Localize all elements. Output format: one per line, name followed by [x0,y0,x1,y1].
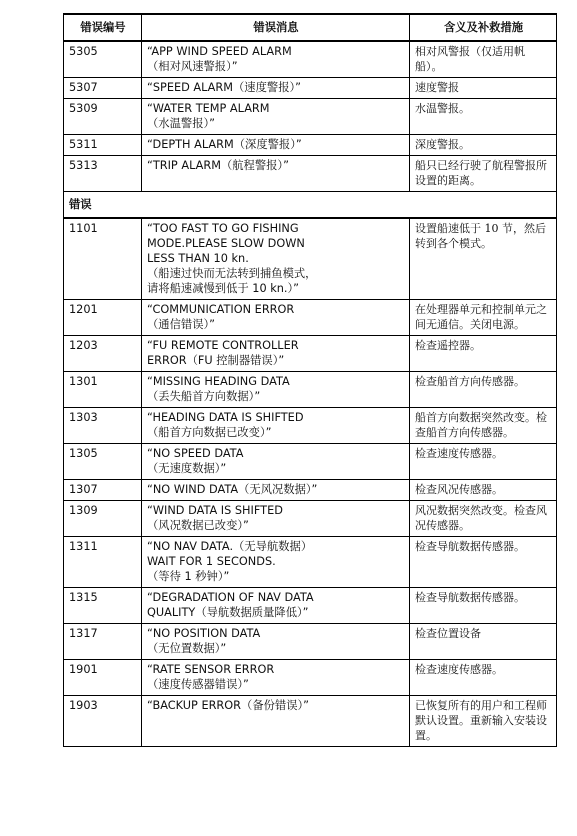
code-cell: 1311 [64,537,142,588]
header-meaning: 含义及补救措施 [410,14,557,41]
code-cell: 1307 [64,480,142,501]
table-row [64,41,557,78]
message-cell: “TOO FAST TO GO FISHING MODE.PLEASE SLOW DOWN LESS THAN 10 kn. （船速过快而无法转到捕鱼模式， 请将船速减慢到低于 10 kn.）” [142,218,410,300]
message-cell: “NO NAV DATA.（无导航数据） WAIT FOR 1 SECONDS. （等待 1 秒钟）” [142,537,410,588]
message-cell: “MISSING HEADING DATA （丢失船首方向数据）” [142,372,410,408]
message-cell: “DEGRADATION OF NAV DATA QUALITY（导航数据质量降低）” [142,588,410,624]
header-message: 错误消息 [142,14,410,41]
message-cell: “WATER TEMP ALARM （水温警报）” [142,99,410,135]
table-row [64,408,557,444]
meaning-cell: 船只已经行驶了航程警报所设置的距离。 [410,156,557,192]
code-cell: 1303 [64,408,142,444]
code-cell: 5307 [64,78,142,99]
meaning-cell: 检查导航数据传感器。 [410,588,557,624]
message-cell: “SPEED ALARM（速度警报）” [142,78,410,99]
message-cell: “APP WIND SPEED ALARM （相对风速警报）” [142,41,410,78]
meaning-cell: 检查速度传感器。 [410,660,557,696]
table-row [64,156,557,192]
table-row [64,480,557,501]
code-cell: 1315 [64,588,142,624]
code-cell: 1317 [64,624,142,660]
meaning-cell: 检查遥控器。 [410,336,557,372]
meaning-cell: 风况数据突然改变。检查风况传感器。 [410,501,557,537]
meaning-cell: 已恢复所有的用户和工程师默认设置。重新输入安装设置。 [410,696,557,747]
meaning-cell: 检查速度传感器。 [410,444,557,480]
code-cell: 5305 [64,41,142,78]
code-cell: 1903 [64,696,142,747]
message-cell: “FU REMOTE CONTROLLER ERROR（FU 控制器错误）” [142,336,410,372]
message-cell: “COMMUNICATION ERROR （通信错误）” [142,300,410,336]
header-code: 错误编号 [64,14,142,41]
message-cell: “DEPTH ALARM（深度警报）” [142,135,410,156]
meaning-cell: 设置船速低于 10 节，然后转到各个模式。 [410,218,557,300]
meaning-cell: 检查船首方向传感器。 [410,372,557,408]
meaning-cell: 相对风警报（仅适用帆船）。 [410,41,557,78]
code-cell: 1203 [64,336,142,372]
message-cell: “RATE SENSOR ERROR （速度传感器错误）” [142,660,410,696]
code-cell: 1101 [64,218,142,300]
meaning-cell: 检查风况传感器。 [410,480,557,501]
message-cell: “NO WIND DATA（无风况数据）” [142,480,410,501]
table-row [64,660,557,696]
meaning-cell: 检查导航数据传感器。 [410,537,557,588]
meaning-cell: 速度警报 [410,78,557,99]
table-row [64,696,557,747]
table-row [64,624,557,660]
code-cell: 5309 [64,99,142,135]
code-cell: 5313 [64,156,142,192]
table-row [64,537,557,588]
message-cell: “NO SPEED DATA （无速度数据）” [142,444,410,480]
table-row [64,300,557,336]
table-row [64,372,557,408]
table-header-row [64,14,557,41]
error-table [63,13,557,747]
table-row [64,444,557,480]
code-cell: 1201 [64,300,142,336]
message-cell: “NO POSITION DATA （无位置数据）” [142,624,410,660]
code-cell: 5311 [64,135,142,156]
code-cell: 1309 [64,501,142,537]
meaning-cell: 深度警报。 [410,135,557,156]
table-row [64,588,557,624]
table-row [64,501,557,537]
meaning-cell: 水温警报。 [410,99,557,135]
message-cell: “HEADING DATA IS SHIFTED （船首方向数据已改变）” [142,408,410,444]
message-cell: “TRIP ALARM（航程警报）” [142,156,410,192]
table-row [64,218,557,300]
section-header-row [64,192,557,219]
code-cell: 1901 [64,660,142,696]
table-row [64,135,557,156]
table-row [64,78,557,99]
message-cell: “BACKUP ERROR（备份错误）” [142,696,410,747]
code-cell: 1305 [64,444,142,480]
meaning-cell: 检查位置设备 [410,624,557,660]
message-cell: “WIND DATA IS SHIFTED （风况数据已改变）” [142,501,410,537]
code-cell: 1301 [64,372,142,408]
meaning-cell: 船首方向数据突然改变。检查船首方向传感器。 [410,408,557,444]
table-row [64,99,557,135]
table-row [64,336,557,372]
meaning-cell: 在处理器单元和控制单元之间无通信。关闭电源。 [410,300,557,336]
section-title: 错误 [64,192,557,219]
